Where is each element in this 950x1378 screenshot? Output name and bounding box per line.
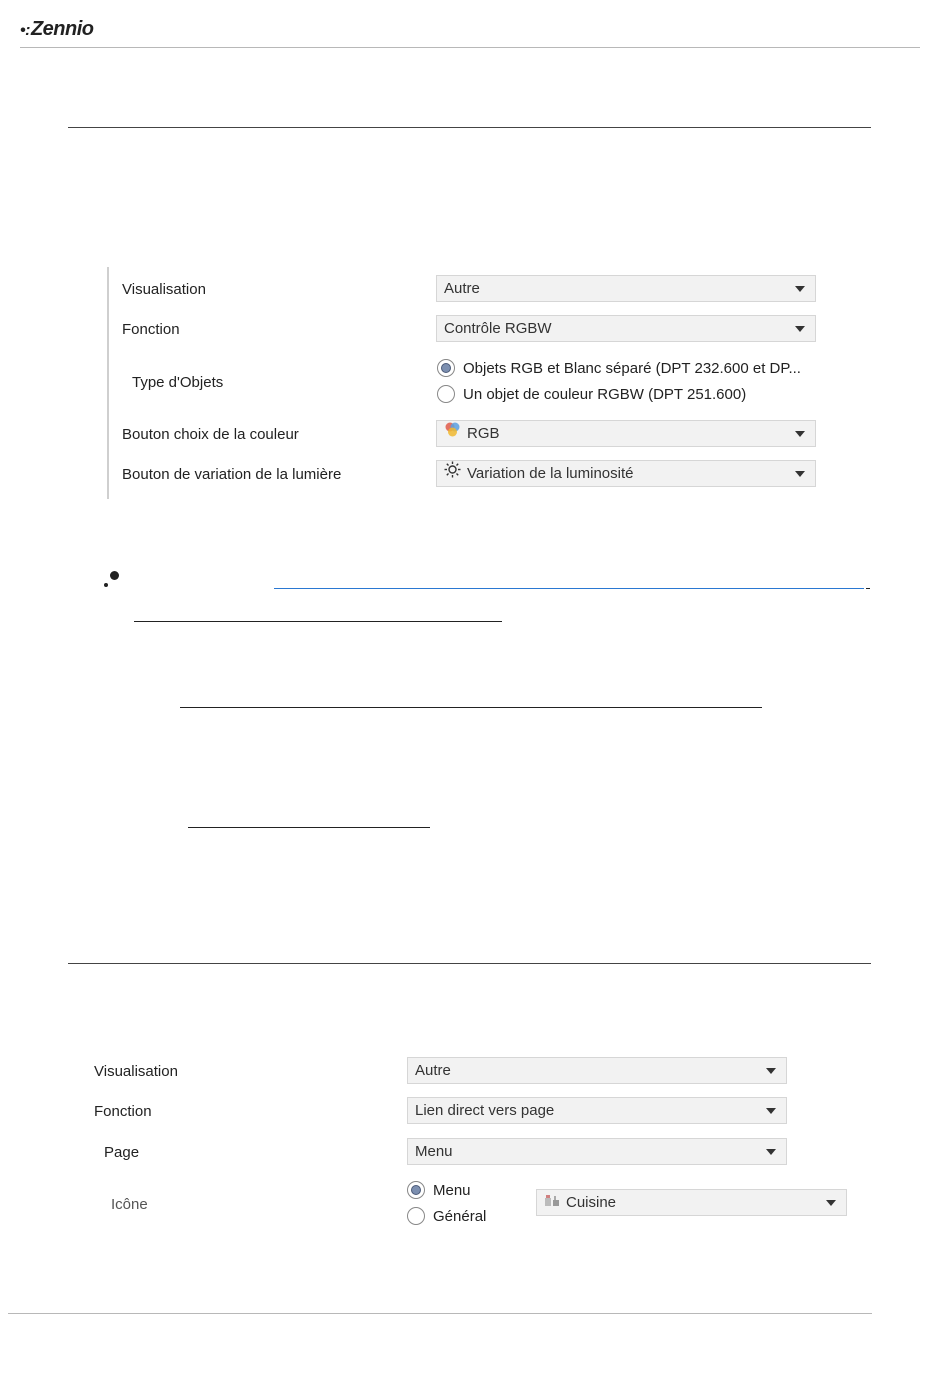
type-objets-option-1[interactable] [437, 359, 801, 379]
visualisation-label-2: Visualisation [94, 1063, 178, 1080]
radio-unselected-icon [437, 385, 455, 403]
chevron-down-icon [766, 1108, 776, 1114]
chevron-down-icon [826, 1200, 836, 1206]
logo-text: Zennio [30, 18, 94, 40]
type-objets-option-2-label: Un objet de couleur RGBW (DPT 251.600) [463, 386, 747, 403]
zennio-logo [20, 18, 93, 41]
note-bullet-icon [110, 571, 119, 580]
bouton-couleur-dropdown[interactable] [436, 420, 816, 447]
fonction-label: Fonction [122, 321, 180, 338]
footer-divider [8, 1313, 872, 1314]
radio-unselected-icon [407, 1207, 425, 1225]
icone-dropdown[interactable] [536, 1189, 847, 1216]
bouton-variation-dropdown[interactable] [436, 460, 816, 487]
bouton-couleur-label: Bouton choix de la couleur [122, 426, 299, 443]
fonction-value: Contrôle RGBW [444, 320, 552, 337]
chevron-down-icon [766, 1068, 776, 1074]
page-label: Page [104, 1144, 140, 1161]
icone-option-general[interactable] [407, 1207, 486, 1227]
bouton-couleur-value: RGB [467, 425, 500, 442]
rgb-color-icon [444, 421, 461, 446]
fonction-value-2: Lien direct vers page [415, 1102, 555, 1119]
chevron-down-icon [766, 1149, 776, 1155]
page-value: Menu [415, 1143, 453, 1160]
icone-label: Icône [111, 1196, 148, 1213]
chevron-down-icon [795, 471, 805, 477]
header-divider [20, 47, 920, 48]
type-objets-option-2[interactable] [437, 385, 746, 405]
icone-dropdown-value: Cuisine [566, 1194, 617, 1211]
icone-option-general-label: Général [433, 1208, 487, 1225]
type-objets-option-1-label: Objets RGB et Blanc séparé (DPT 232.600 et DP... [463, 360, 801, 377]
note-underline-4 [188, 827, 430, 828]
visualisation-dropdown[interactable] [436, 275, 816, 302]
chevron-down-icon [795, 286, 805, 292]
panel1-left-border [107, 267, 109, 499]
radio-selected-icon [437, 359, 455, 377]
fonction-dropdown[interactable] [436, 315, 816, 342]
fonction-dropdown-2[interactable] [407, 1097, 787, 1124]
radio-selected-icon [407, 1181, 425, 1199]
visualisation-value-2: Autre [415, 1062, 451, 1079]
kitchen-icon [544, 1190, 560, 1215]
icone-option-menu[interactable] [407, 1181, 471, 1201]
bouton-variation-label: Bouton de variation de la lumière [122, 466, 342, 483]
icone-option-menu-label: Menu [433, 1182, 471, 1199]
chevron-down-icon [795, 326, 805, 332]
note-link[interactable] [274, 588, 864, 589]
fonction-label-2: Fonction [94, 1103, 152, 1120]
section-divider-top [68, 127, 871, 128]
bouton-variation-value: Variation de la luminosité [467, 465, 634, 482]
visualisation-value: Autre [444, 280, 480, 297]
note-underline-2 [134, 621, 502, 622]
brightness-icon [444, 461, 461, 486]
note-underline-end [866, 588, 870, 589]
visualisation-dropdown-2[interactable] [407, 1057, 787, 1084]
note-bullet-dot-icon [104, 583, 108, 587]
logo-dots-icon: •: [20, 22, 30, 39]
chevron-down-icon [795, 431, 805, 437]
visualisation-label: Visualisation [122, 281, 206, 298]
section-divider-middle [68, 963, 871, 964]
note-underline-3 [180, 707, 762, 708]
page-dropdown[interactable] [407, 1138, 787, 1165]
type-objets-label: Type d'Objets [132, 374, 224, 391]
